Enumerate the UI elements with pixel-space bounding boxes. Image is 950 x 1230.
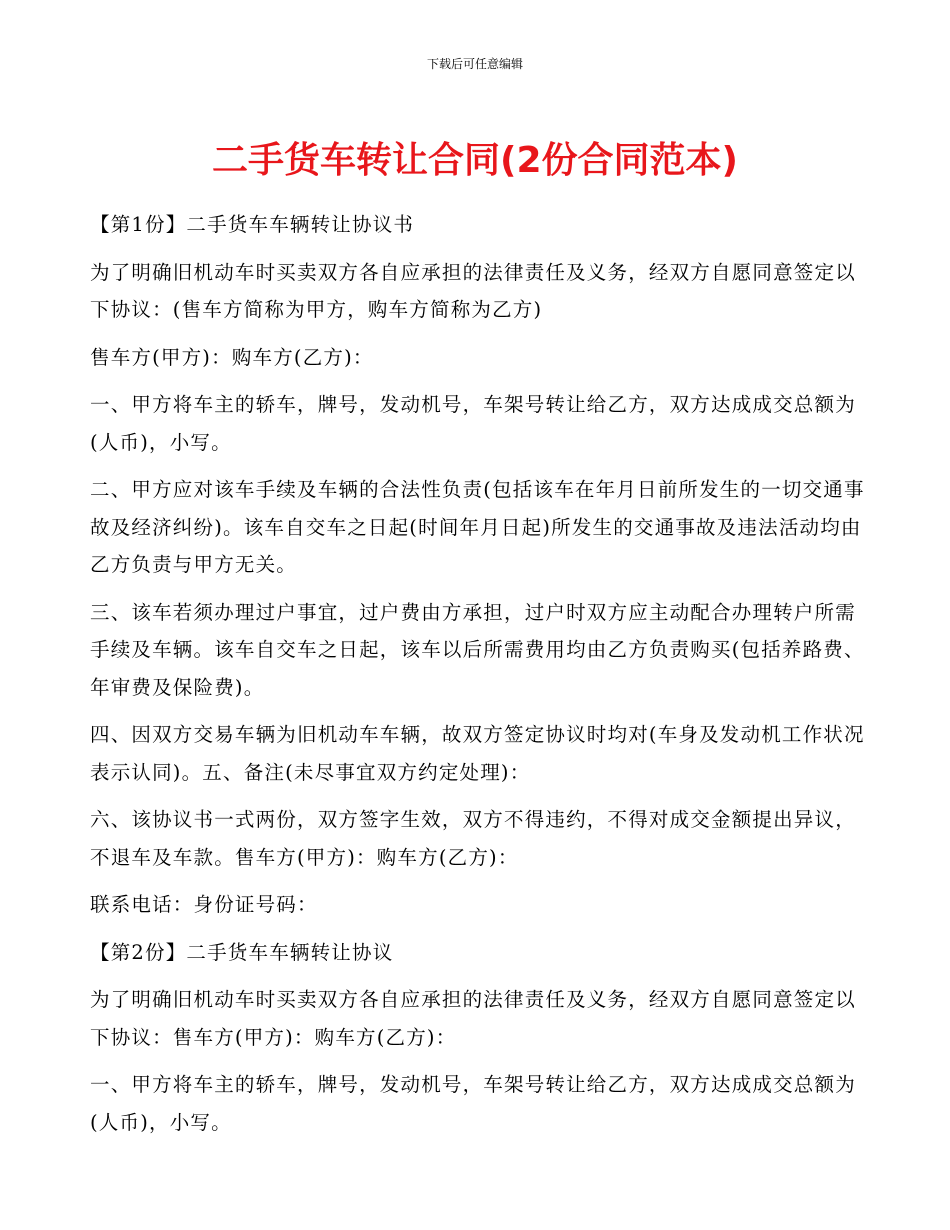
section-heading-part-2: 【第2份】二手货车车辆转让协议 — [90, 940, 394, 964]
paragraph-clause-2: 二、甲方应对该车手续及车辆的合法性负责(包括该车在年月日前所发生的一切交通事故及经济纠纷)。该车自交车之日起(时间年月日起)所发生的交通事故及违法活动均由乙方负责与甲方无关。 — [90, 478, 865, 576]
header-note: 下载后可任意编辑 — [426, 57, 523, 71]
paragraph-clause-1: 一、甲方将车主的轿车，牌号，发动机号，车架号转让给乙方，双方达成成交总额为(人币)，小写。 — [90, 393, 856, 454]
paragraph-contact: 联系电话：身份证号码： — [90, 893, 318, 916]
paragraph-clause-1-part-2: 一、甲方将车主的轿车，牌号，发动机号，车架号转让给乙方，双方达成成交总额为(人币)，小写。 — [90, 1073, 856, 1134]
section-heading-part-1: 【第1份】二手货车车辆转让协议书 — [90, 213, 415, 236]
paragraph-clause-3: 三、该车若须办理过户事宜，过户费由方承担，过户时双方应主动配合办理转户所需手续及车辆。该车自交车之日起，该车以后所需费用均由乙方负责购买(包括养路费、年审费及保险费)。 — [90, 600, 865, 699]
paragraph-clause-6: 六、该协议书一式两份，双方签字生效，双方不得违约，不得对成交金额提出异议，不退车及车款。售车方(甲方)：购车方(乙方)： — [90, 808, 856, 869]
paragraph-clause-4-5: 四、因双方交易车辆为旧机动车车辆，故双方签定协议时均对(车身及发动机工作状况表示认同)。五、备注(未尽事宜双方约定处理)： — [90, 723, 865, 784]
document-title: 二手货车转让合同(2份合同范本) — [212, 140, 738, 181]
document-body — [90, 206, 870, 1151]
paragraph-parties-1: 售车方(甲方)：购车方(乙方)： — [90, 345, 374, 369]
paragraph-intro-2: 为了明确旧机动车时买卖双方各自应承担的法律责任及义务，经双方自愿同意签定以下协议：售车方(甲方)：购车方(乙方)： — [90, 988, 856, 1049]
paragraph-intro-1: 为了明确旧机动车时买卖双方各自应承担的法律责任及义务，经双方自愿同意签定以下协议：(售车方简称为甲方，购车方简称为乙方) — [90, 260, 856, 321]
